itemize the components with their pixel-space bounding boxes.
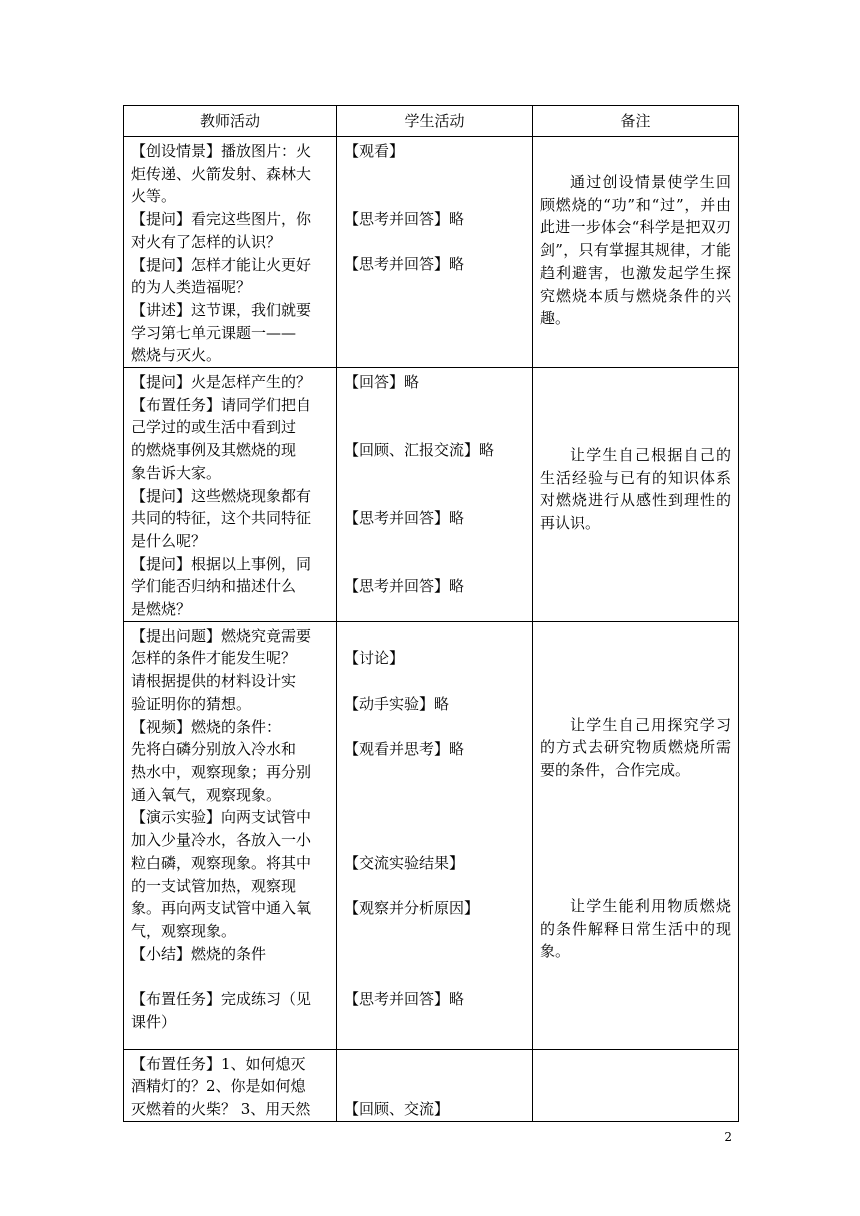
student-line bbox=[344, 485, 527, 508]
teacher-line: 的为人类造福呢？ bbox=[131, 278, 252, 297]
student-line: 【动手实验】略 bbox=[344, 694, 450, 713]
student-line bbox=[344, 761, 527, 784]
teacher-line: 加入少量冷水，各放入一小 bbox=[131, 831, 312, 850]
student-line: 【讨论】 bbox=[344, 649, 405, 668]
student-line: 【观察并分析原因】 bbox=[344, 899, 480, 918]
student-line: 【思考并回答】略 bbox=[344, 989, 465, 1008]
student-line: 【回答】略 bbox=[344, 373, 420, 392]
student-line bbox=[344, 965, 527, 988]
teacher-line: 炬传递、火箭发射、森林大 bbox=[131, 164, 312, 183]
teacher-activity-cell bbox=[124, 137, 337, 368]
student-line: 【回顾、交流】 bbox=[344, 1100, 450, 1119]
teacher-line: 己学过的或生活中看到过 bbox=[131, 418, 297, 437]
teacher-line: 气，观察现象。 bbox=[131, 921, 237, 940]
student-line: 【思考并回答】略 bbox=[344, 577, 465, 596]
teacher-line: 请根据提供的材料设计实 bbox=[131, 672, 297, 691]
teacher-line: 课件） bbox=[131, 1012, 177, 1031]
teacher-line: 【提问】火是怎样产生的？ bbox=[131, 373, 312, 392]
teacher-line: 验证明你的猜想。 bbox=[131, 694, 252, 713]
student-line: 【思考并回答】略 bbox=[344, 509, 465, 528]
teacher-line: 【布置任务】完成练习（见 bbox=[131, 990, 312, 1008]
student-line bbox=[344, 784, 527, 807]
table-row bbox=[124, 1049, 739, 1121]
student-line bbox=[344, 716, 527, 739]
student-line: 【交流实验结果】 bbox=[344, 853, 465, 872]
student-line bbox=[344, 1075, 527, 1098]
teacher-line: 象告诉大家。 bbox=[131, 463, 222, 482]
teacher-line: 【提出问题】燃烧究竟需要 bbox=[131, 626, 312, 645]
teacher-line: 【提问】看完这些图片，你 bbox=[131, 210, 312, 229]
student-activity-cell bbox=[337, 1049, 533, 1121]
page-number: 2 bbox=[724, 1130, 732, 1144]
teacher-line: 热水中，观察现象；再分别 bbox=[131, 762, 312, 781]
student-line: 【观看并思考】略 bbox=[344, 740, 465, 759]
student-line bbox=[344, 553, 527, 576]
note-text: 让学生能利用物质燃烧的条件解释日常生活中的现象。 bbox=[540, 896, 731, 961]
teacher-line: 怎样的条件才能发生呢？ bbox=[131, 649, 297, 668]
teacher-line: 学们能否归纳和描述什么 bbox=[131, 577, 297, 596]
student-line bbox=[344, 942, 527, 965]
teacher-line: 是燃烧？ bbox=[131, 600, 192, 619]
student-line bbox=[344, 530, 527, 553]
teacher-line: 【讲述】这节课，我们就要 bbox=[131, 300, 312, 319]
student-line bbox=[344, 670, 527, 693]
teacher-line bbox=[131, 965, 331, 988]
teacher-line: 灭燃着的火柴？ 3、用天然 bbox=[131, 1100, 311, 1119]
student-line bbox=[344, 163, 527, 186]
header-notes: 备注 bbox=[533, 106, 739, 137]
student-line bbox=[344, 625, 527, 648]
teacher-line: 【小结】燃烧的条件 bbox=[131, 944, 267, 963]
teacher-line: 共同的特征，这个共同特征 bbox=[131, 509, 312, 528]
teacher-line: 【演示实验】向两支试管中 bbox=[131, 808, 312, 827]
student-line bbox=[344, 185, 527, 208]
notes-cell bbox=[533, 368, 739, 622]
header-teacher-activity: 教师活动 bbox=[124, 106, 337, 137]
table-row bbox=[124, 137, 739, 368]
teacher-line: 【布置任务】1、如何熄灭 bbox=[131, 1054, 306, 1073]
teacher-line: 【提问】这些燃烧现象都有 bbox=[131, 486, 312, 505]
table-header-row bbox=[124, 106, 739, 137]
student-line: 【思考并回答】略 bbox=[344, 210, 465, 229]
teacher-line: 学习第七单元课题一—— bbox=[131, 323, 297, 342]
teacher-line: 火等。 bbox=[131, 187, 177, 206]
teacher-line: 【提问】根据以上事例，同 bbox=[131, 554, 312, 573]
student-activity-cell bbox=[337, 137, 533, 368]
student-activity-cell bbox=[337, 368, 533, 622]
teacher-line: 燃烧与灭火。 bbox=[131, 346, 222, 365]
notes-cell bbox=[533, 1049, 739, 1121]
teacher-line: 酒精灯的？2、你是如何熄 bbox=[131, 1077, 306, 1096]
lesson-plan-table bbox=[123, 105, 739, 1122]
table-row bbox=[124, 621, 739, 1049]
note-text: 让学生自己用探究学习的方式去研究物质燃烧所需要的条件，合作完成。 bbox=[540, 715, 731, 780]
teacher-line: 对火有了怎样的认识？ bbox=[131, 232, 282, 251]
student-line: 【观看】 bbox=[344, 142, 405, 160]
teacher-line: 的一支试管加热，观察现 bbox=[131, 876, 297, 895]
notes-cell bbox=[533, 137, 739, 368]
student-line bbox=[344, 1053, 527, 1076]
student-line bbox=[344, 394, 527, 417]
student-line bbox=[344, 806, 527, 829]
teacher-line: 【创设情景】播放图片：火 bbox=[131, 142, 312, 160]
teacher-line: 【布置任务】请同学们把自 bbox=[131, 395, 312, 414]
teacher-line: 【提问】怎样才能让火更好 bbox=[131, 255, 312, 274]
header-student-activity: 学生活动 bbox=[337, 106, 533, 137]
student-line: 【思考并回答】略 bbox=[344, 255, 465, 274]
teacher-line: 先将白磷分别放入冷水和 bbox=[131, 740, 297, 759]
student-line bbox=[344, 416, 527, 439]
note-text: 让学生自己根据自己的生活经验与已有的知识体系对燃烧进行从感性到理性的再认识。 bbox=[540, 446, 731, 533]
student-line: 【回顾、汇报交流】略 bbox=[344, 441, 495, 460]
table-row bbox=[124, 368, 739, 622]
student-line bbox=[344, 874, 527, 897]
student-line bbox=[344, 829, 527, 852]
teacher-line: 是什么呢？ bbox=[131, 531, 207, 550]
note-text: 通过创设情景使学生回顾燃烧的“功”和“过”，并由此进一步体会“科学是把双刃剑”，只有掌握其规律，才能趋利避害，也激发起学生探究燃烧本质与燃烧条件的兴趣。 bbox=[540, 173, 731, 328]
student-line bbox=[344, 462, 527, 485]
teacher-line: 象。再向两支试管中通入氧 bbox=[131, 899, 312, 918]
teacher-activity-cell bbox=[124, 1049, 337, 1121]
teacher-line: 的燃烧事例及其燃烧的现 bbox=[131, 441, 297, 460]
teacher-line: 粒白磷，观察现象。将其中 bbox=[131, 853, 312, 872]
teacher-line: 通入氧气，观察现象。 bbox=[131, 785, 282, 804]
student-line bbox=[344, 920, 527, 943]
student-activity-cell bbox=[337, 621, 533, 1049]
teacher-activity-cell bbox=[124, 368, 337, 622]
teacher-line: 【视频】燃烧的条件： bbox=[131, 717, 282, 736]
notes-cell bbox=[533, 621, 739, 1049]
student-line bbox=[344, 231, 527, 254]
teacher-activity-cell bbox=[124, 621, 337, 1049]
